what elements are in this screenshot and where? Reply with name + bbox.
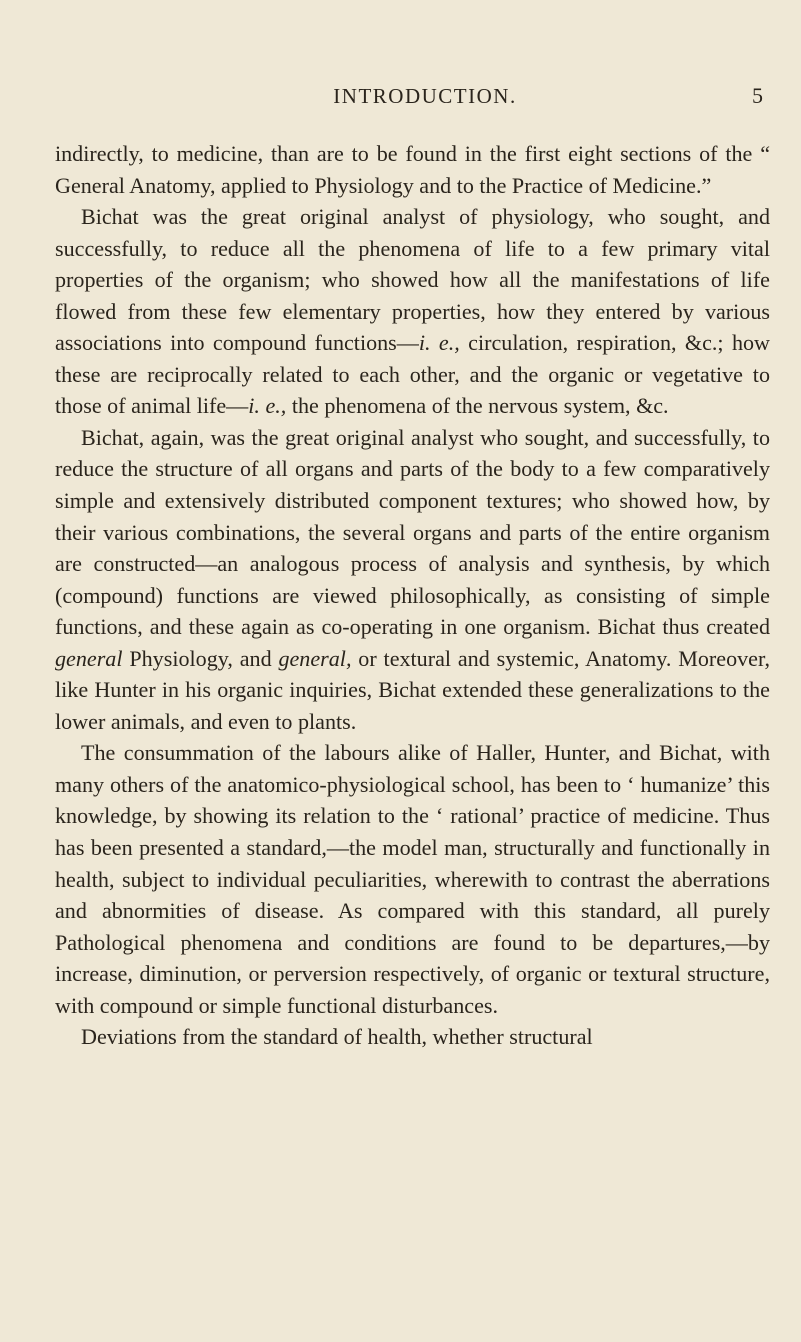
paragraph-4 bbox=[55, 737, 770, 1021]
body-text bbox=[55, 138, 770, 1053]
paragraph-1 bbox=[55, 138, 770, 201]
paragraph-2-text-a: Bichat was the great original analyst of physiology, who sought, and successfully, to reduce all the phenomena of life to a few primary vital properties of the organism; who showed how all the manifestations of life flowed from these few elementary properties, how they entered by various associations into compound functions— bbox=[55, 204, 770, 356]
paragraph-3-text-c: or textural and systemic, Anatomy. Moreover, like Hunter in his organic inquiries, Bichat extended these generalizations to the lower animals, and even to plants. bbox=[55, 645, 770, 734]
paragraph-3-general-2: general, bbox=[278, 645, 352, 671]
paragraph-5 bbox=[55, 1021, 770, 1053]
paragraph-3-text-b: Physiology, and bbox=[122, 645, 279, 671]
paragraph-2 bbox=[55, 201, 770, 422]
paragraph-3 bbox=[55, 422, 770, 737]
running-head bbox=[55, 84, 791, 116]
paragraph-5-text: Deviations from the standard of health, whether structural bbox=[81, 1024, 593, 1050]
chapter-title bbox=[55, 84, 791, 109]
paragraph-3-general-1: general bbox=[55, 645, 123, 671]
paragraph-2-ie-1: i. e., bbox=[418, 330, 460, 356]
paragraph-3-text-a: Bichat, again, was the great original analyst who sought, and successfully, to reduce the structure of all organs and parts of the body to a few comparatively simple and extensively distributed component textures; who showed how, by their various combinations, the several organs and parts of the entire organism are constructed—an analogous process of analysis and synthesis, by which (compound) functions are viewed philosophically, as consisting of simple functions, and these again as co-operating in one organism. Bichat thus created bbox=[55, 424, 770, 640]
paragraph-1-text: indirectly, to medicine, than are to be found in the first eight sections of the “ General Anatomy, applied to Physiology and to the Practice of Medicine.” bbox=[55, 141, 770, 198]
paragraph-2-text-c: the phenomena of the nervous system, &c. bbox=[286, 393, 669, 419]
paragraph-2-ie-2: i. e., bbox=[248, 393, 287, 419]
page-number: 5 bbox=[752, 83, 763, 108]
paragraph-4-text: The consummation of the labours alike of Haller, Hunter, and Bichat, with many others of the anatomico-physiological school, has been to ‘ humanize’ this knowledge, by showing its relation to the ‘ rational’ practice of medicine. Thus has been presented a standard,—the model man, structurally and functionally in health, subject to individual peculiarities, wherewith to contrast the aberrations and abnormities of disease. As compared with this standard, all purely Pathological phenomena and conditions are found to be departures,—by increase, diminution, or perversion respectively, of organic or textural structure, with compound or simple functional disturbances. bbox=[55, 740, 770, 1018]
chapter-title-text: INTRODUCTION. bbox=[333, 84, 517, 108]
paragraph-2-text-b: circulation, respiration, &c.; how these are reciprocally related to each other, and the organic or vegetative to those of animal life— bbox=[55, 330, 770, 419]
